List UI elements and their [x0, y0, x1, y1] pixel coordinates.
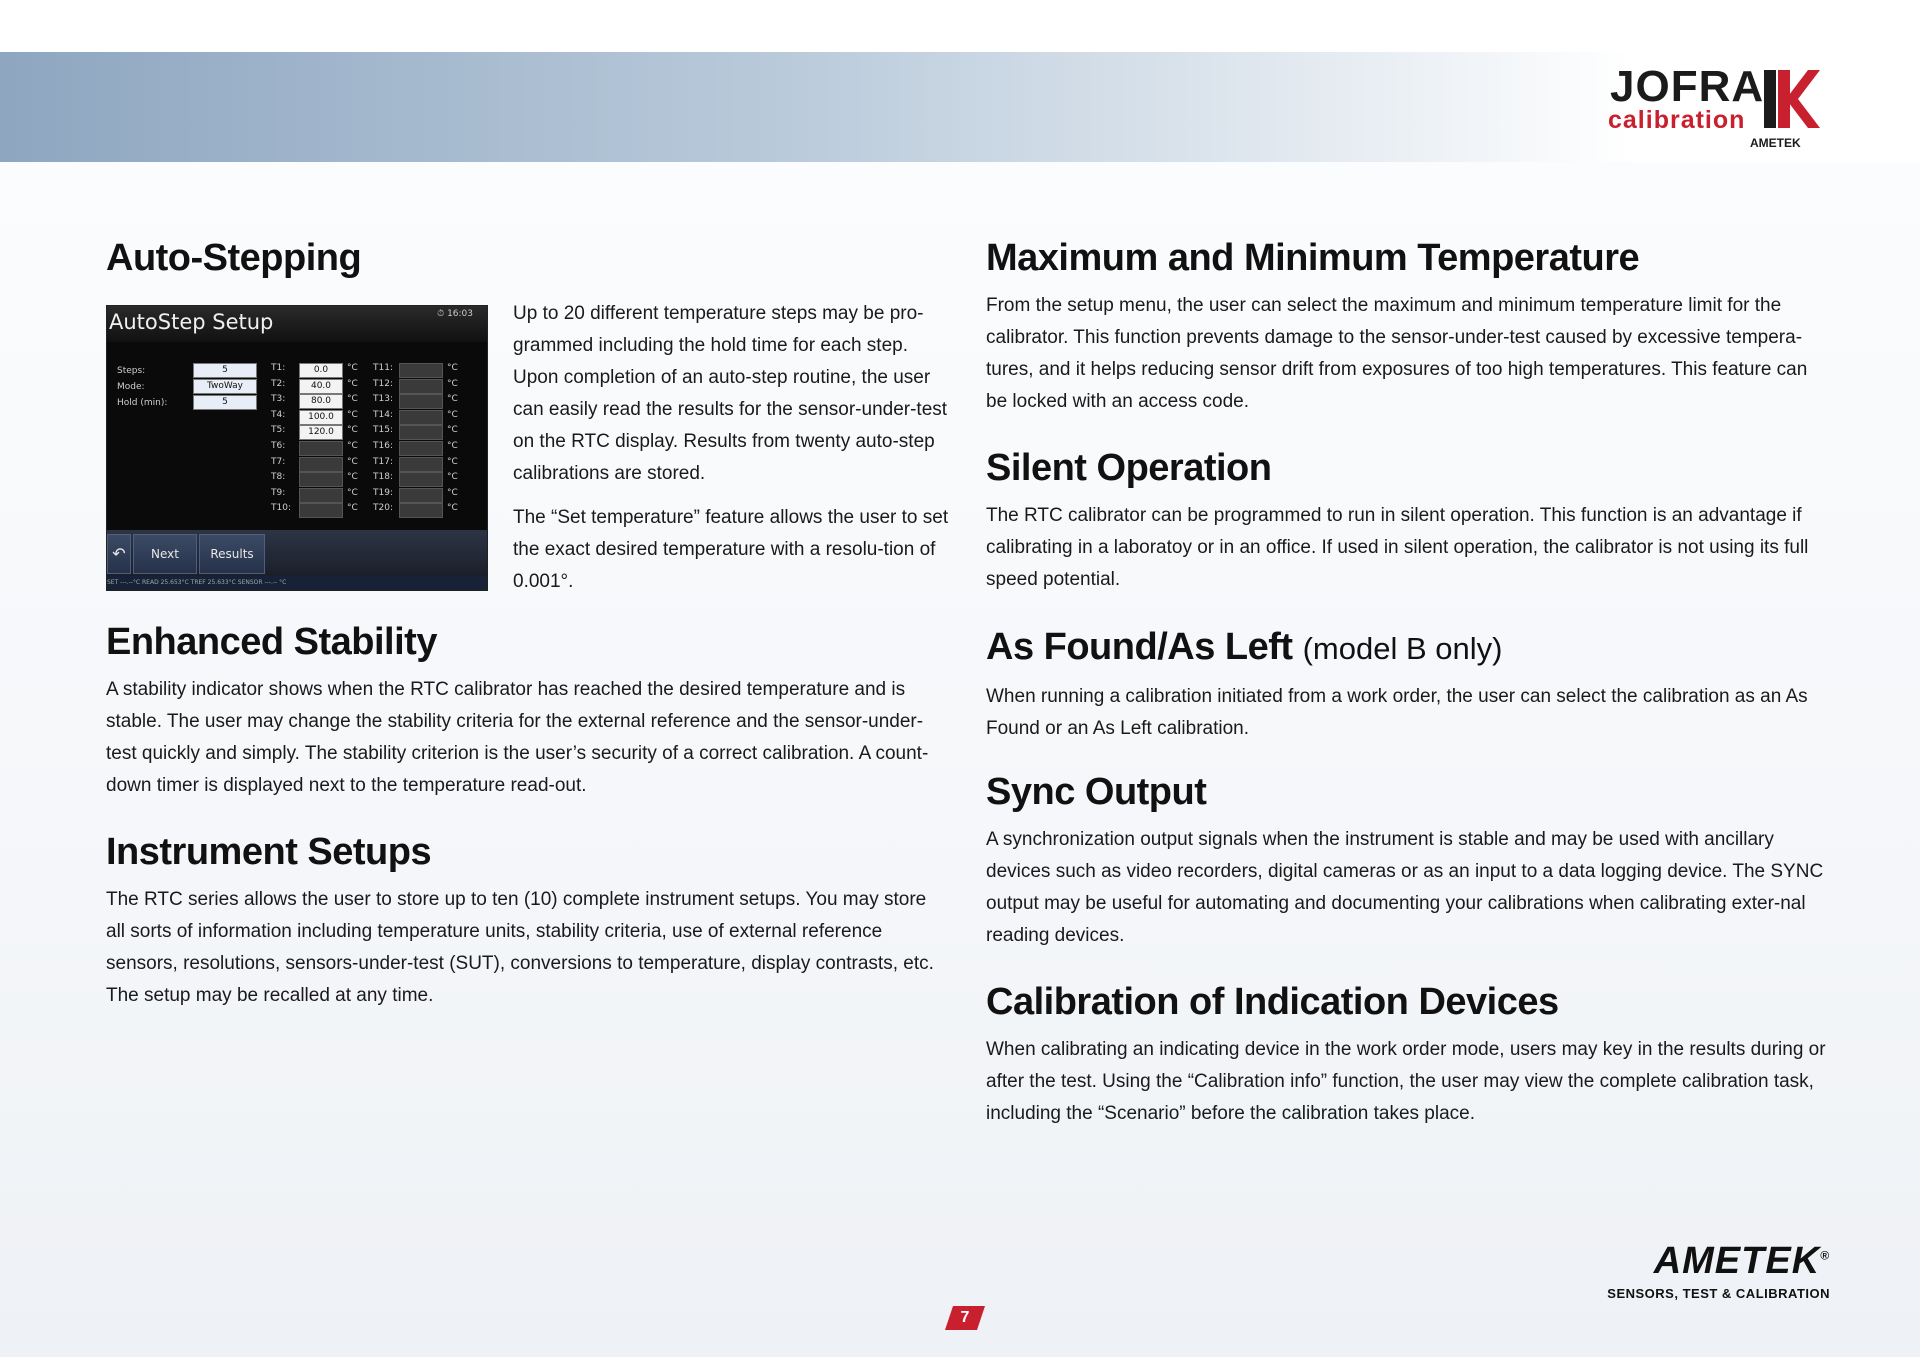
- t-value-right: [399, 410, 443, 425]
- t-label-left: T1:: [271, 363, 286, 373]
- t-unit-right: °C: [447, 363, 458, 373]
- t-value-right: [399, 379, 443, 394]
- ametek-logo-name: AMETEK: [1653, 1240, 1821, 1282]
- t-label-right: T20:: [373, 503, 393, 514]
- t-unit-left: °C: [347, 363, 358, 373]
- t-unit-right: °C: [447, 487, 458, 498]
- t-label-left: T9:: [271, 487, 286, 498]
- t-label-right: T14:: [373, 409, 393, 420]
- t-unit-left: °C: [347, 456, 358, 467]
- t-label-right: T18:: [373, 472, 393, 483]
- t-label-left: T10:: [271, 503, 291, 514]
- silent-operation-body: The RTC calibrator can be programmed to run in silent operation. This function is an advantage if calibrating in a laboratoy or in an office. If used in silent operation, the calibrator is not using its full speed potential.: [986, 505, 1809, 590]
- t-label-right: T15:: [373, 425, 393, 436]
- t-unit-left: °C: [347, 503, 358, 514]
- heading-instrument-setups: Instrument Setups: [106, 831, 432, 873]
- jofra-logo: [1600, 56, 1830, 156]
- section-auto-stepping: [106, 236, 946, 280]
- page-number-text: 7: [960, 1309, 970, 1326]
- back-icon: ↶: [107, 534, 131, 574]
- ametek-logo-word: [1654, 1240, 1830, 1283]
- heading-sync-output: Sync Output: [986, 771, 1207, 813]
- t-label-left: T2:: [271, 378, 286, 389]
- t-value-left: [299, 488, 343, 503]
- auto-stepping-para-1: Up to 20 different temperature steps may be pro-grammed including the hold time for each step. Upon completion of an auto-step routine, the user can easily read the results for the sensor-under-test on the RTC display. Results from twenty auto-step calibrations are stored.: [513, 303, 948, 484]
- t-value-left: [299, 441, 343, 456]
- autostep-screenshot: [106, 305, 488, 591]
- t-label-right: T19:: [373, 487, 393, 498]
- t-value-right: [399, 457, 443, 472]
- ametek-registered-mark: ®: [1820, 1248, 1830, 1263]
- screen-button-bar: [107, 530, 487, 576]
- as-found-body: When running a calibration initiated from a work order, the user can select the calibration as an As Found or an As Left calibration.: [986, 686, 1808, 739]
- max-min-body: From the setup menu, the user can select the maximum and minimum temperature limit for the calibrator. This function prevents damage to the sensor-under-test caused by excessive tempera-tures, and it helps reducing sensor drift from exposures of too high temperatures. This feature can be locked with an access code.: [986, 295, 1808, 412]
- t-value-right: [399, 394, 443, 409]
- screen-results-button: Results: [199, 534, 265, 574]
- t-unit-left: °C: [347, 425, 358, 436]
- t-label-left: T7:: [271, 456, 286, 467]
- t-value-left: 40.0: [299, 379, 343, 394]
- t-value-left: 80.0: [299, 394, 343, 409]
- t-value-right: [399, 425, 443, 440]
- t-value-right: [399, 441, 443, 456]
- heading-enhanced-stability: Enhanced Stability: [106, 621, 437, 663]
- jofra-logo-parent: AMETEK: [1750, 136, 1801, 150]
- steps-label: Steps:: [117, 366, 146, 376]
- auto-stepping-text: [513, 298, 953, 598]
- t-value-right: [399, 503, 443, 518]
- t-value-left: [299, 457, 343, 472]
- t-label-left: T5:: [271, 425, 286, 436]
- section-enhanced-stability: [106, 620, 946, 802]
- enhanced-stability-body: A stability indicator shows when the RTC calibrator has reached the desired temperature and is stable. The user may change the stability criteria for the external reference and the sensor-under-test quickly and simply. The stability criterion is the user’s security of a correct calibration. A count-down timer is displayed next to the temperature read-out.: [106, 679, 929, 796]
- section-max-min: [986, 236, 1826, 418]
- section-indication-devices: [986, 980, 1826, 1130]
- heading-max-min: Maximum and Minimum Temperature: [986, 237, 1640, 279]
- jofra-logo-subtitle: calibration: [1608, 106, 1746, 134]
- t-value-right: [399, 472, 443, 487]
- t-label-right: T12:: [373, 378, 393, 389]
- hold-value: 5: [193, 395, 257, 410]
- t-unit-right: °C: [447, 441, 458, 451]
- mode-value: TwoWay: [193, 379, 257, 394]
- t-unit-left: °C: [347, 394, 358, 405]
- t-unit-left: °C: [347, 378, 358, 389]
- t-unit-left: °C: [347, 472, 358, 483]
- t-unit-left: °C: [347, 441, 358, 451]
- jofra-chevron-icon: [1764, 66, 1820, 132]
- t-label-left: T3:: [271, 394, 286, 405]
- t-unit-right: °C: [447, 409, 458, 420]
- heading-as-found-note: (model B only): [1302, 631, 1503, 666]
- instrument-setups-body: The RTC series allows the user to store up to ten (10) complete instrument setups. You may store all sorts of information including temperature units, stability criteria, use of external reference sensors, resolutions, sensors-under-test (SUT), conversions to temperature, display contrasts, etc. The setup may be recalled at any time.: [106, 889, 934, 1006]
- steps-value: 5: [193, 363, 257, 378]
- screen-title: AutoStep Setup: [109, 310, 274, 334]
- heading-as-found: [986, 625, 1826, 671]
- t-unit-right: °C: [447, 425, 458, 436]
- t-value-right: [399, 488, 443, 503]
- t-label-left: T8:: [271, 472, 286, 483]
- ametek-tagline: SENSORS, TEST & CALIBRATION: [1607, 1286, 1830, 1301]
- hold-label: Hold (min):: [117, 398, 168, 408]
- auto-stepping-para-2: The “Set temperature” feature allows the user to set the exact desired temperature with a resolu-tion of 0.001°.: [513, 507, 949, 592]
- page-number: [945, 1306, 985, 1330]
- t-unit-left: °C: [347, 487, 358, 498]
- t-label-left: T6:: [271, 441, 286, 451]
- mode-label: Mode:: [117, 382, 145, 392]
- heading-auto-stepping: Auto-Stepping: [106, 237, 362, 279]
- t-value-left: 100.0: [299, 410, 343, 425]
- t-unit-right: °C: [447, 456, 458, 467]
- t-value-left: [299, 503, 343, 518]
- screen-next-button: Next: [133, 534, 197, 574]
- section-sync-output: [986, 770, 1826, 952]
- t-unit-right: °C: [447, 394, 458, 405]
- t-value-left: 0.0: [299, 363, 343, 378]
- t-unit-right: °C: [447, 378, 458, 389]
- screen-clock: ⏱ 16:03: [437, 309, 473, 319]
- t-value-right: [399, 363, 443, 378]
- t-value-left: 120.0: [299, 425, 343, 440]
- t-unit-right: °C: [447, 472, 458, 483]
- t-value-left: [299, 472, 343, 487]
- section-instrument-setups: [106, 830, 946, 1012]
- heading-silent-operation: Silent Operation: [986, 447, 1272, 489]
- jofra-logo-word: JOFRA: [1610, 62, 1765, 111]
- t-label-right: T17:: [373, 456, 393, 467]
- indication-devices-body: When calibrating an indicating device in the work order mode, users may key in the results during or after the test. Using the “Calibration info” function, the user may view the complete calibration task, including the “Scenario” before the calibration takes place.: [986, 1039, 1826, 1124]
- screen-status-bar: SET ---.--°C READ 25.653°C TREF 25.633°C SENSOR ---.-- °C: [107, 576, 487, 590]
- heading-indication-devices: Calibration of Indication Devices: [986, 981, 1559, 1023]
- t-label-left: T4:: [271, 409, 286, 420]
- t-unit-left: °C: [347, 409, 358, 420]
- t-label-right: T13:: [373, 394, 393, 405]
- section-as-found: [986, 625, 1826, 745]
- t-label-right: T11:: [373, 363, 393, 373]
- sync-output-body: A synchronization output signals when the instrument is stable and may be used with ancillary devices such as video recorders, digital cameras or as an input to a data logging device. The SYNC output may be useful for automating and documenting your calibrations when calibrating exter-nal reading devices.: [986, 829, 1824, 946]
- t-unit-right: °C: [447, 503, 458, 514]
- section-silent-operation: [986, 446, 1826, 596]
- screen-time: 16:03: [447, 309, 473, 319]
- t-label-right: T16:: [373, 441, 393, 451]
- ametek-footer-logo: [1560, 1240, 1830, 1310]
- heading-as-found-main: As Found/As Left: [986, 626, 1293, 668]
